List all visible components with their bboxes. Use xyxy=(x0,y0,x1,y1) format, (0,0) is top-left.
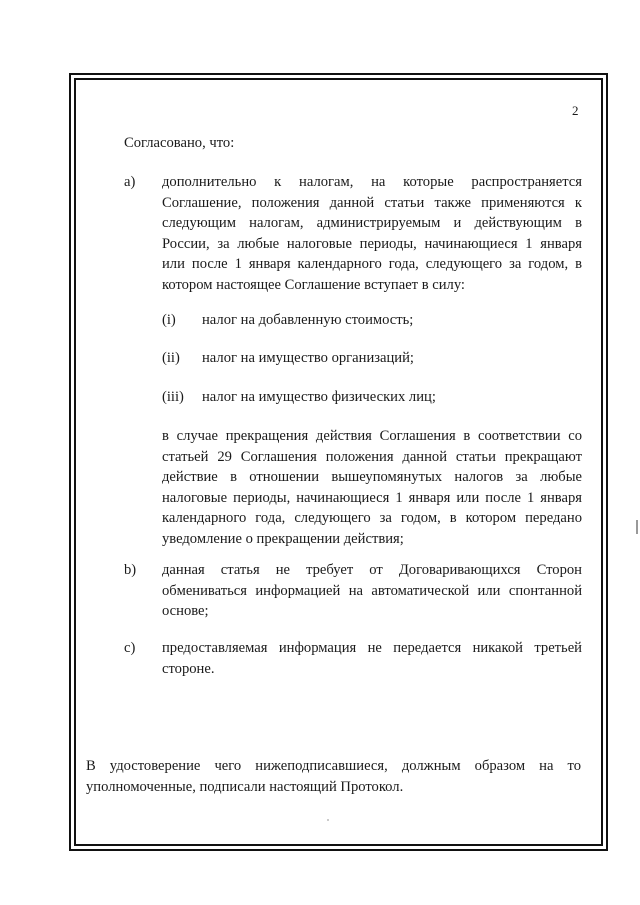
item-c-line: стороне. xyxy=(162,660,215,677)
item-b-marker: b) xyxy=(124,562,137,578)
continuation-line: статьей 29 Соглашения положения данной статьи прекращают xyxy=(162,448,582,465)
item-b-line: данная статья не требует от Договаривающихся Сторон xyxy=(162,562,582,578)
item-a-line: Соглашение, положения данной статьи также применяются к xyxy=(162,194,582,211)
item-a-continuation xyxy=(162,426,582,550)
item-c-marker: c) xyxy=(124,640,136,656)
continuation-line: календарного года, следующего за годом, в котором передано xyxy=(162,510,582,527)
item-b-text xyxy=(162,560,582,622)
continuation-line: действие в отношении вышеупомянутых налогов за любые xyxy=(162,469,582,486)
item-a-line: дополнительно к налогам, на которые распространяется xyxy=(162,174,582,190)
closing-paragraph xyxy=(86,756,581,797)
item-a-line: России, за любые налоговые периоды, начинающиеся 1 января xyxy=(162,235,582,252)
item-c-line: предоставляемая информация не передается никакой третьей xyxy=(162,640,582,656)
subitem-ii-text: налог на имущество организаций; xyxy=(202,350,414,366)
subitem-i-marker: (i) xyxy=(162,312,176,328)
lead-sentence: Согласовано, что: xyxy=(124,135,235,151)
item-b-line: основе; xyxy=(162,603,209,620)
scan-speck xyxy=(327,819,329,821)
item-c-text xyxy=(162,638,582,679)
closing-line: В удостоверение чего нижеподписавшиеся, должным образом на то xyxy=(86,758,581,774)
subitem-iii-text: налог на имущество физических лиц; xyxy=(202,389,436,405)
continuation-line: уведомление о прекращении действия; xyxy=(162,530,404,547)
subitem-i-text: налог на добавленную стоимость; xyxy=(202,312,414,328)
item-b-line: обмениваться информацией на автоматической или спонтанной xyxy=(162,582,582,599)
closing-line: уполномоченные, подписали настоящий Протокол. xyxy=(86,778,404,795)
item-a-line: котором настоящее Соглашение вступает в силу: xyxy=(162,276,465,293)
item-a-line: следующим налогам, администрируемым и действующим в xyxy=(162,215,582,232)
item-a-marker: a) xyxy=(124,174,136,190)
page-number: 2 xyxy=(572,103,579,118)
item-a-text xyxy=(162,172,582,296)
subitem-iii-marker: (iii) xyxy=(162,389,184,405)
scan-margin-mark xyxy=(636,520,638,534)
subitem-ii-marker: (ii) xyxy=(162,350,180,366)
continuation-line: в случае прекращения действия Соглашения в соответствии со xyxy=(162,428,582,444)
item-a-line: или после 1 января календарного года, следующего за годом, в xyxy=(162,256,582,273)
continuation-line: налоговые периоды, начинающиеся 1 января или после 1 января xyxy=(162,489,582,506)
